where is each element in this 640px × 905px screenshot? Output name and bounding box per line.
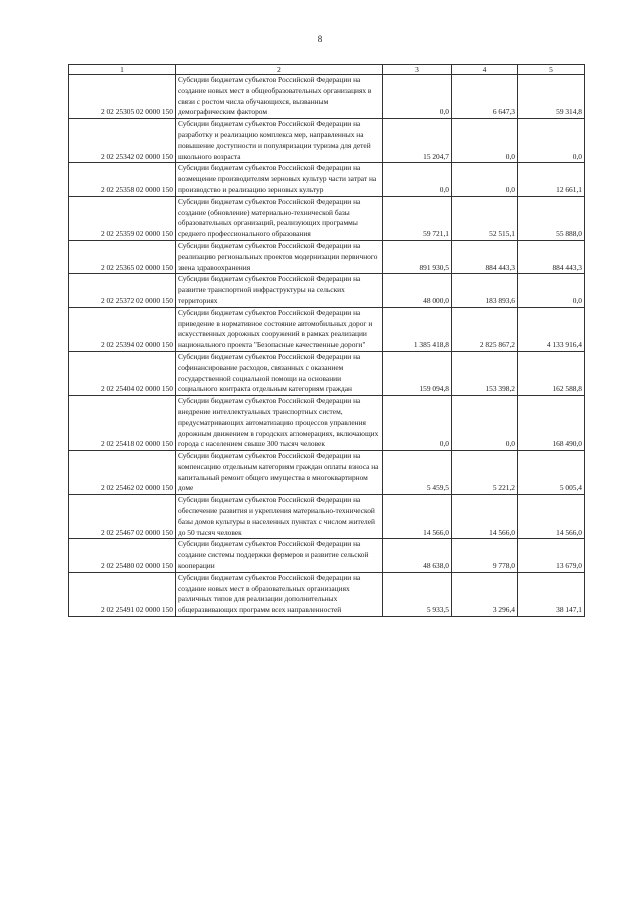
value-col5: 13 679,0 [518,539,585,572]
value-col4: 52 515,1 [452,196,518,240]
table-row [69,163,585,196]
value-col3: 15 204,7 [383,119,452,163]
table-row [69,396,585,451]
income-code: 2 02 25480 02 0000 150 [69,539,176,572]
value-col5: 12 661,1 [518,163,585,196]
value-col4: 6 647,3 [452,75,518,119]
value-col3: 48 000,0 [383,274,452,307]
value-col4: 183 893,6 [452,274,518,307]
column-header-4: 4 [452,65,518,75]
value-col5: 4 133 916,4 [518,307,585,351]
income-description: Субсидии бюджетам субъектов Российской Федерации на создание новых мест в образовательных организациях различных типов для реализации дополнительных общеразвивающих программ всех направленностей [176,572,383,616]
income-description: Субсидии бюджетам субъектов Российской Федерации на обеспечение развития и укрепления материально-технической базы домов культуры в населенных пунктах с числом жителей до 50 тысяч человек [176,495,383,539]
value-col4: 0,0 [452,119,518,163]
income-code: 2 02 25305 02 0000 150 [69,75,176,119]
income-description: Субсидии бюджетам субъектов Российской Федерации на возмещение производителям зерновых культур части затрат на производство и реализацию зерновых культур [176,163,383,196]
value-col3: 5 933,5 [383,572,452,616]
column-header-5: 5 [518,65,585,75]
value-col4: 9 778,0 [452,539,518,572]
table-row [69,539,585,572]
value-col3: 48 638,0 [383,539,452,572]
income-code: 2 02 25394 02 0000 150 [69,307,176,351]
value-col5: 162 588,8 [518,351,585,395]
income-code: 2 02 25491 02 0000 150 [69,572,176,616]
value-col4: 0,0 [452,163,518,196]
column-header-3: 3 [383,65,452,75]
income-description: Субсидии бюджетам субъектов Российской Федерации на реализацию региональных проектов модернизации первичного звена здравоохранения [176,240,383,273]
income-code: 2 02 25365 02 0000 150 [69,240,176,273]
income-code: 2 02 25467 02 0000 150 [69,495,176,539]
income-description: Субсидии бюджетам субъектов Российской Федерации на компенсацию отдельным категориям граждан оплаты взноса на капитальный ремонт общего имущества в многоквартирном доме [176,451,383,495]
income-description: Субсидии бюджетам субъектов Российской Федерации на разработку и реализацию комплекса мер, направленных на повышение доступности и популяризации туризма для детей школьного возраста [176,119,383,163]
table-row [69,451,585,495]
column-header-1: 1 [69,65,176,75]
value-col5: 55 888,0 [518,196,585,240]
income-description: Субсидии бюджетам субъектов Российской Федерации на создание (обновление) материально-технической базы образовательных организаций, реализующих программы среднего профессионального образования [176,196,383,240]
value-col3: 0,0 [383,396,452,451]
table-row [69,572,585,616]
table-row [69,351,585,395]
value-col4: 14 566,0 [452,495,518,539]
budget-table [68,64,585,617]
value-col3: 0,0 [383,75,452,119]
income-code: 2 02 25342 02 0000 150 [69,119,176,163]
value-col5: 884 443,3 [518,240,585,273]
income-code: 2 02 25372 02 0000 150 [69,274,176,307]
value-col5: 168 490,0 [518,396,585,451]
value-col3: 14 566,0 [383,495,452,539]
value-col3: 0,0 [383,163,452,196]
income-code: 2 02 25359 02 0000 150 [69,196,176,240]
value-col4: 0,0 [452,396,518,451]
value-col3: 159 094,8 [383,351,452,395]
value-col5: 59 314,8 [518,75,585,119]
value-col4: 153 398,2 [452,351,518,395]
table-row [69,274,585,307]
income-description: Субсидии бюджетам субъектов Российской Федерации на приведение в нормативное состояние автомобильных дорог и искусственных дорожных сооружений в рамках реализации национального проекта "Безопасные качественные дороги" [176,307,383,351]
table-row [69,495,585,539]
table-header-row [69,65,585,75]
income-code: 2 02 25358 02 0000 150 [69,163,176,196]
value-col3: 59 721,1 [383,196,452,240]
income-code: 2 02 25418 02 0000 150 [69,396,176,451]
value-col5: 5 005,4 [518,451,585,495]
table-row [69,119,585,163]
income-description: Субсидии бюджетам субъектов Российской Федерации на создание новых мест в общеобразовательных организациях в связи с ростом числа обучающихся, вызванным демографическим фактором [176,75,383,119]
income-description: Субсидии бюджетам субъектов Российской Федерации на развитие транспортной инфраструктуры на сельских территориях [176,274,383,307]
value-col4: 5 221,2 [452,451,518,495]
value-col5: 14 566,0 [518,495,585,539]
page-number: 8 [317,34,323,44]
income-code: 2 02 25404 02 0000 150 [69,351,176,395]
table-row [69,75,585,119]
income-description: Субсидии бюджетам субъектов Российской Федерации на создание системы поддержки фермеров и развитие сельской кооперации [176,539,383,572]
value-col5: 0,0 [518,274,585,307]
value-col3: 1 385 418,8 [383,307,452,351]
value-col4: 3 296,4 [452,572,518,616]
table-row [69,196,585,240]
value-col3: 5 459,5 [383,451,452,495]
value-col4: 2 825 867,2 [452,307,518,351]
value-col5: 0,0 [518,119,585,163]
table-row [69,240,585,273]
value-col3: 891 930,5 [383,240,452,273]
table-row [69,307,585,351]
income-code: 2 02 25462 02 0000 150 [69,451,176,495]
income-description: Субсидии бюджетам субъектов Российской Федерации на внедрение интеллектуальных транспортных систем, предусматривающих автоматизацию процессов управления дорожным движением в городских агломерациях, включающих города с населением свыше 300 тысяч человек [176,396,383,451]
income-description: Субсидии бюджетам субъектов Российской Федерации на софинансирование расходов, связанных с оказанием государственной социальной помощи на основании социального контракта отдельным категориям граждан [176,351,383,395]
column-header-2: 2 [176,65,383,75]
value-col4: 884 443,3 [452,240,518,273]
value-col5: 38 147,1 [518,572,585,616]
